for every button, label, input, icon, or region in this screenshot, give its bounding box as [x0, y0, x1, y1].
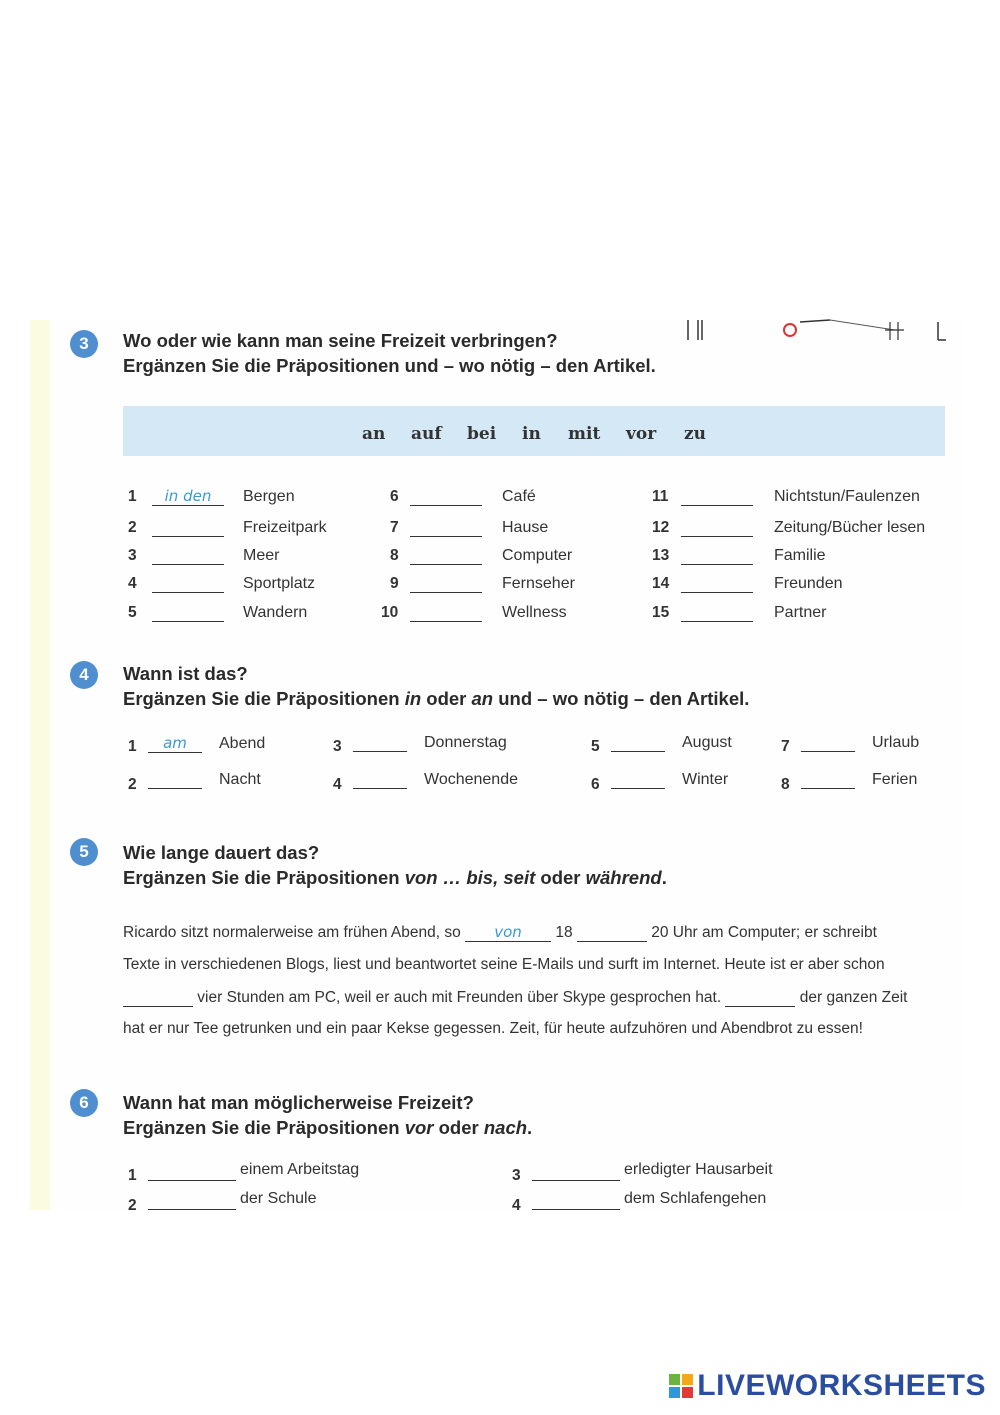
- item-number: 10: [381, 604, 399, 621]
- answer-blank[interactable]: [681, 487, 753, 506]
- item-number: 9: [390, 575, 399, 592]
- answer-blank[interactable]: [152, 546, 224, 565]
- exercise-4-title-line2: Ergänzen Sie die Präpositionen in oder an und – wo nötig – den Artikel.: [123, 688, 750, 709]
- item-text: Urlaub: [872, 734, 920, 751]
- item-text: Partner: [774, 604, 827, 621]
- word-bank-item: in: [522, 424, 541, 444]
- item-number: 14: [652, 575, 670, 592]
- item-text: Computer: [502, 547, 573, 564]
- answer-blank[interactable]: [681, 518, 753, 537]
- logo-text: LIVEWORKSHEETS: [697, 1369, 986, 1402]
- item-number: 2: [128, 1197, 137, 1214]
- answer-blank[interactable]: [532, 1162, 620, 1181]
- exercise-3-number: 3: [70, 330, 98, 358]
- answer-blank[interactable]: [123, 988, 193, 1007]
- item-text: Wandern: [243, 604, 308, 621]
- item-number: 8: [781, 776, 790, 793]
- item-text: Freizeitpark: [243, 519, 327, 536]
- item-number: 8: [390, 547, 399, 564]
- item-number: 6: [390, 488, 399, 505]
- item-text: Café: [502, 488, 536, 505]
- answer-blank[interactable]: [801, 770, 855, 789]
- exercise-3-title-line2: Ergänzen Sie die Präpositionen und – wo nötig – den Artikel.: [123, 355, 656, 376]
- text-line: vier Stunden am PC, weil er auch mit Freunden über Skype gesprochen hat. der ganzen Zeit: [123, 988, 953, 1007]
- item-text: Winter: [682, 771, 729, 788]
- item-text: einem Arbeitstag: [240, 1161, 360, 1178]
- exercise-3-title-line1: Wo oder wie kann man seine Freizeit verbringen?: [123, 330, 558, 351]
- answer-blank[interactable]: [681, 574, 753, 593]
- item-number: 3: [333, 738, 342, 755]
- item-number: 2: [128, 519, 137, 536]
- answer-blank[interactable]: [152, 603, 224, 622]
- answer-blank[interactable]: am: [148, 734, 202, 753]
- word-bank-item: vor: [626, 424, 657, 444]
- item-text: Wochenende: [424, 771, 518, 788]
- word-bank-item: zu: [684, 424, 707, 444]
- exercise-6-title-line1: Wann hat man möglicherweise Freizeit?: [123, 1092, 474, 1113]
- answer-blank[interactable]: [353, 733, 407, 752]
- item-text: Hause: [502, 519, 549, 536]
- exercise-6-title: [123, 1090, 532, 1140]
- item-number: 1: [128, 488, 137, 505]
- item-number: 7: [390, 519, 399, 536]
- item-number: 5: [128, 604, 137, 621]
- exercise-4-number: 4: [70, 661, 98, 689]
- exercise-6-title-line2: Ergänzen Sie die Präpositionen vor oder nach.: [123, 1117, 533, 1138]
- answer-blank[interactable]: [577, 923, 647, 942]
- item-number: 12: [652, 519, 670, 536]
- item-number: 1: [128, 738, 137, 755]
- item-text: Zeitung/Bücher lesen: [774, 519, 926, 536]
- exercise-5-number: 5: [70, 838, 98, 866]
- answer-blank[interactable]: [681, 603, 753, 622]
- liveworksheets-logo: [669, 1369, 986, 1403]
- item-text: erledigter Hausarbeit: [624, 1161, 773, 1178]
- item-number: 5: [591, 738, 600, 755]
- item-text: dem Schlafengehen: [624, 1190, 767, 1207]
- answer-blank[interactable]: [410, 546, 482, 565]
- answer-blank[interactable]: [148, 1162, 236, 1181]
- item-number: 6: [591, 776, 600, 793]
- logo-square: [669, 1374, 680, 1385]
- word-bank-item: bei: [467, 424, 497, 444]
- item-text: Sportplatz: [243, 575, 316, 592]
- exercise-4-title: [123, 661, 749, 711]
- answer-blank[interactable]: [611, 733, 665, 752]
- logo-square: [669, 1387, 680, 1398]
- item-text: August: [682, 734, 732, 751]
- item-text: Bergen: [243, 488, 295, 505]
- item-text: Fernseher: [502, 575, 575, 592]
- item-number: 3: [128, 547, 137, 564]
- answer-blank[interactable]: [148, 1191, 236, 1210]
- answer-blank[interactable]: [148, 770, 202, 789]
- item-number: 4: [333, 776, 342, 793]
- item-number: 15: [652, 604, 670, 621]
- answer-blank[interactable]: [532, 1191, 620, 1210]
- answer-blank[interactable]: [353, 770, 407, 789]
- answer-blank[interactable]: [410, 518, 482, 537]
- item-number: 3: [512, 1167, 521, 1184]
- answer-blank[interactable]: [410, 603, 482, 622]
- item-text: Ferien: [872, 771, 918, 788]
- answer-blank[interactable]: [681, 546, 753, 565]
- logo-square: [682, 1387, 693, 1398]
- answer-blank[interactable]: [410, 487, 482, 506]
- exercise-3-title: [123, 328, 656, 378]
- item-text: Wellness: [502, 604, 567, 621]
- word-bank-item: mit: [568, 424, 601, 444]
- logo-icon: [669, 1374, 693, 1398]
- item-text: Abend: [219, 735, 266, 752]
- exercise-5-title-line1: Wie lange dauert das?: [123, 842, 320, 863]
- item-number: 1: [128, 1167, 137, 1184]
- logo-square: [682, 1374, 693, 1385]
- item-text: der Schule: [240, 1190, 317, 1207]
- item-number: 7: [781, 738, 790, 755]
- item-number: 2: [128, 776, 137, 793]
- illustration-fragment: [680, 318, 950, 346]
- text-line: Texte in verschiedenen Blogs, liest und beantwortet seine E-Mails und surft im Internet. Heute ist er aber schon: [123, 956, 885, 973]
- item-text: Freunden: [774, 575, 843, 592]
- item-text: Meer: [243, 547, 280, 564]
- answer-blank[interactable]: [152, 518, 224, 537]
- word-bank-item: an: [362, 424, 386, 444]
- answer-blank[interactable]: [611, 770, 665, 789]
- answer-blank[interactable]: [801, 733, 855, 752]
- item-number: 4: [128, 575, 137, 592]
- exercise-5-title: [123, 840, 667, 890]
- exercise-4-title-line1: Wann ist das?: [123, 663, 248, 684]
- answer-blank[interactable]: [725, 988, 795, 1007]
- item-text: Donnerstag: [424, 734, 507, 751]
- answer-blank[interactable]: [410, 574, 482, 593]
- text-line: hat er nur Tee getrunken und ein paar Kekse gegessen. Zeit, für heute aufzuhören und Abendbrot zu essen!: [123, 1020, 863, 1037]
- item-number: 11: [652, 488, 669, 505]
- answer-blank[interactable]: [152, 574, 224, 593]
- item-text: Familie: [774, 547, 826, 564]
- text-line: Ricardo sitzt normalerweise am frühen Abend, so von 18 20 Uhr am Computer; er schreibt: [123, 923, 877, 941]
- word-bank-item: auf: [411, 424, 442, 444]
- item-number: 4: [512, 1197, 521, 1214]
- item-text: Nichtstun/Faulenzen: [774, 488, 920, 505]
- answer-blank[interactable]: in den: [152, 487, 224, 506]
- page-margin-strip: [30, 320, 50, 1210]
- exercise-6-number: 6: [70, 1089, 98, 1117]
- answer-blank[interactable]: von: [465, 923, 551, 942]
- item-text: Nacht: [219, 771, 261, 788]
- item-number: 13: [652, 547, 670, 564]
- exercise-5-title-line2: Ergänzen Sie die Präpositionen von … bis, seit oder während.: [123, 867, 667, 888]
